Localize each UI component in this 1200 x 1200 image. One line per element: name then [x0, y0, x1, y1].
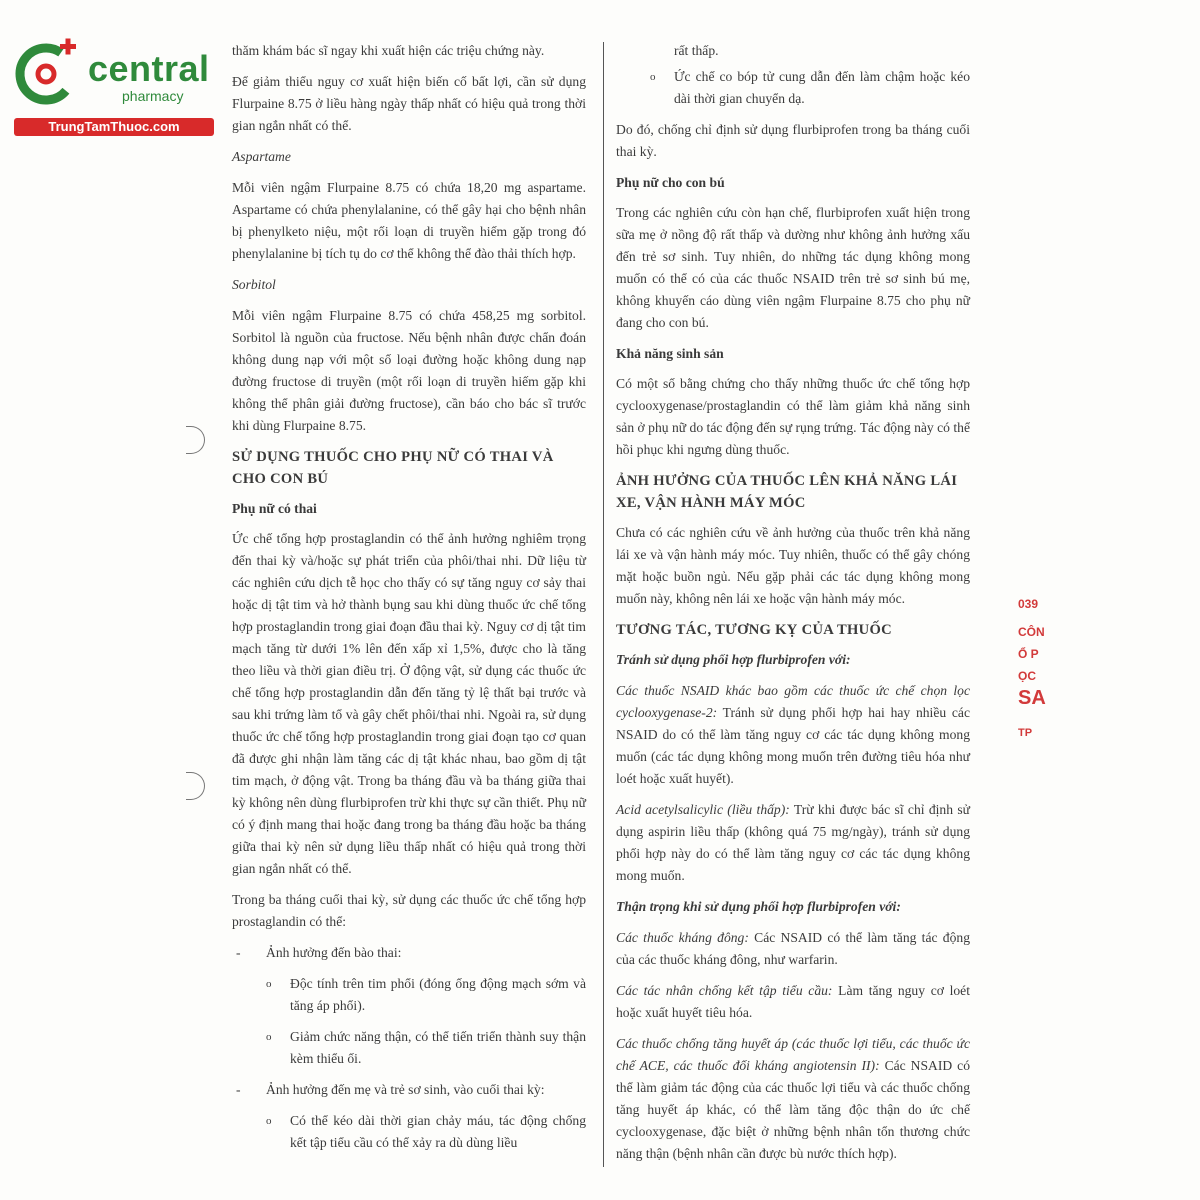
- section-heading-interactions: TƯƠNG TÁC, TƯƠNG KỴ CỦA THUỐC: [616, 622, 893, 638]
- subheading-pregnant-women: Phụ nữ có thai: [232, 501, 317, 516]
- list-item-continued: rất thấp.: [674, 43, 719, 58]
- paragraph: Chưa có các nghiên cứu về ảnh hưởng của thuốc trên khả năng lái xe và vận hành máy móc. Tuy nhiên, thuốc có thể gây chóng mặt hoặc buồn ngủ. Nếu gặp phải các tác dụng không mong muốn này, không nên lái xe hoặc vận hành máy móc.: [616, 525, 970, 606]
- circle-bullet: o: [266, 1031, 272, 1043]
- subheading-caution: Thận trọng khi sử dụng phối hợp flurbiprofen với:: [616, 899, 901, 914]
- central-pharmacy-logo: [10, 38, 215, 138]
- circle-bullet: o: [650, 71, 656, 83]
- logo-sub: pharmacy: [122, 88, 184, 104]
- red-stamp: 039 CÔN Ổ P ỌC SA TP: [1018, 597, 1046, 739]
- paragraph: Các tác nhân chống kết tập tiểu cầu: Làm tăng nguy cơ loét hoặc xuất huyết tiêu hóa.: [616, 983, 970, 1020]
- pharmacy-cross-icon: [10, 38, 90, 118]
- paragraph: Có một số bằng chứng cho thấy những thuốc ức chế tổng hợp cyclooxygenase/prostaglandin có thể làm giảm khả năng sinh sản ở phụ nữ do tác động đến sự rụng trứng. Tác động này có thể hồi phục khi ngưng dùng thuốc.: [616, 376, 970, 457]
- right-column: [616, 40, 970, 1174]
- paragraph: Acid acetylsalicylic (liều thấp): Trừ khi được bác sĩ chỉ định sử dụng aspirin liều thấp (không quá 75 mg/ngày), tránh sử dụng phối hợp này do có thể làm tăng nguy cơ các tác dụng không mong muốn.: [616, 802, 971, 883]
- subheading-nursing: Phụ nữ cho con bú: [616, 175, 725, 190]
- section-heading-driving: ẢNH HƯỞNG CỦA THUỐC LÊN KHẢ NĂNG LÁI XE, VẬN HÀNH MÁY MÓC: [616, 473, 958, 511]
- punch-hole: [186, 426, 205, 454]
- dash-bullet: -: [236, 1082, 241, 1097]
- subheading-aspartame: Aspartame: [232, 149, 291, 164]
- logo-name: central: [88, 48, 210, 89]
- paragraph: Mỗi viên ngậm Flurpaine 8.75 có chứa 458,25 mg sorbitol. Sorbitol là nguồn của fructose. Nếu bệnh nhân được chẩn đoán không dung nạp với một số loại đường hoặc không dung nạp đường fructose di truyền (một rối loạn di truyền hiếm gặp khi không thể phân giải đường fructose), cần báo cho bác sĩ trước khi dùng Flurpaine 8.75.: [232, 308, 586, 433]
- left-column: [232, 40, 586, 1163]
- punch-hole: [186, 772, 205, 800]
- circle-bullet: o: [266, 978, 272, 990]
- circle-bullet: o: [266, 1115, 272, 1127]
- paragraph: Mỗi viên ngậm Flurpaine 8.75 có chứa 18,20 mg aspartame. Aspartame có chứa phenylalanine, có thể gây hại cho bệnh nhân bị phenylketo niệu, một rối loạn di truyền hiếm gặp trong đó phenylalanine bị tích tụ do cơ thể không thể đào thải thích hợp.: [232, 180, 586, 261]
- logo-website: TrungTamThuoc.com: [14, 118, 214, 136]
- list-item: - Ảnh hưởng đến bào thai:: [232, 942, 586, 964]
- dash-bullet: -: [236, 945, 241, 960]
- paragraph: Trong các nghiên cứu còn hạn chế, flurbiprofen xuất hiện trong sữa mẹ ở nồng độ rất thấp và dường như không ảnh hưởng xấu đến trẻ sơ sinh. Tuy nhiên, do những tác dụng không mong muốn có thể có của các thuốc NSAID trên trẻ sơ sinh bú mẹ, không khuyến cáo dùng viên ngậm Flurpaine 8.75 cho phụ nữ đang cho con bú.: [616, 205, 970, 330]
- list-item: o Giảm chức năng thận, có thể tiến triển thành suy thận kèm thiểu ối.: [232, 1026, 586, 1070]
- paragraph: Các thuốc kháng đông: Các NSAID có thể làm tăng tác động của các thuốc kháng đông, như warfarin.: [616, 930, 970, 967]
- list-item: o Ức chế co bóp tử cung dẫn đến làm chậm hoặc kéo dài thời gian chuyển dạ.: [616, 66, 970, 110]
- subheading-fertility: Khả năng sinh sản: [616, 346, 724, 361]
- paragraph: Các thuốc NSAID khác bao gồm các thuốc ức chế chọn lọc cyclooxygenase-2: Tránh sử dụng phối hợp hai hay nhiều các NSAID do có thể làm tăng nguy cơ các tác dụng không mong muốn (các tác dụng không mong muốn trên đường tiêu hóa như loét hoặc xuất huyết).: [616, 683, 971, 786]
- column-divider: [603, 42, 604, 1167]
- paragraph: thăm khám bác sĩ ngay khi xuất hiện các triệu chứng này.: [232, 43, 545, 58]
- list-item: o Độc tính trên tim phổi (đóng ống động mạch sớm và tăng áp phổi).: [232, 973, 586, 1017]
- subheading-avoid: Tránh sử dụng phối hợp flurbiprofen với:: [616, 652, 851, 667]
- paragraph: Các thuốc chống tăng huyết áp (các thuốc lợi tiểu, các thuốc ức chế ACE, các thuốc đối kháng angiotensin II): Các NSAID có thể làm giảm tác động của các thuốc lợi tiểu và các thuốc chống tăng huyết áp khác, có thể làm tăng độc thận do ức chế cyclooxygenase, đặc biệt ở những bệnh nhân tổn thương chức năng thận (bệnh nhân cần được bù nước thích hợp).: [616, 1036, 970, 1161]
- list-item: - Ảnh hưởng đến mẹ và trẻ sơ sinh, vào cuối thai kỳ:: [232, 1079, 586, 1101]
- paragraph: Ức chế tổng hợp prostaglandin có thể ảnh hưởng nghiêm trọng đến thai kỳ và/hoặc sự phát triển của phôi/thai nhi. Dữ liệu từ các nghiên cứu dịch tễ học cho thấy có sự tăng nguy cơ sảy thai hoặc dị tật tim và hở thành bụng sau khi dùng thuốc ức chế tổng hợp prostaglandin trong giai đoạn đầu thai kỳ. Nguy cơ dị tật tim mạch tăng từ dưới 1% lên đến xấp xỉ 1,5%, được cho là tăng theo liều và thời gian điều trị. Ở động vật, sử dụng các thuốc ức chế tổng hợp prostaglandin dẫn đến tăng tỷ lệ thất bại trước và sau khi trứng làm tổ và gây chết phôi/thai nhi. Ngoài ra, sử dụng thuốc ức chế tổng hợp prostaglandin trong giai đoạn tạo cơ quan đã được ghi nhận làm tăng các dị tật khác nhau, bao gồm dị tật tim mạch, ở động vật. Trong ba tháng đầu và ba tháng giữa thai kỳ không nên dùng flurbiprofen trừ khi thực sự cần thiết. Phụ nữ có ý định mang thai hoặc đang trong ba tháng đầu hoặc ba tháng giữa thai kỳ nên sử dụng liều thấp nhất có hiệu quả trong thời gian ngắn nhất có thể.: [232, 531, 586, 876]
- paragraph: Trong ba tháng cuối thai kỳ, sử dụng các thuốc ức chế tổng hợp prostaglandin có thể:: [232, 892, 586, 929]
- list-item: o Có thể kéo dài thời gian chảy máu, tác động chống kết tập tiểu cầu có thể xảy ra dù dùng liều: [232, 1110, 586, 1154]
- paragraph: Để giảm thiểu nguy cơ xuất hiện biến cố bất lợi, cần sử dụng Flurpaine 8.75 ở liều hàng ngày thấp nhất có hiệu quả trong thời gian ngắn nhất có thể.: [232, 74, 586, 133]
- section-heading-pregnancy: SỬ DỤNG THUỐC CHO PHỤ NỮ CÓ THAI VÀ CHO CON BÚ: [232, 449, 554, 487]
- subheading-sorbitol: Sorbitol: [232, 277, 276, 292]
- paragraph: Do đó, chống chỉ định sử dụng flurbiprofen trong ba tháng cuối thai kỳ.: [616, 122, 970, 159]
